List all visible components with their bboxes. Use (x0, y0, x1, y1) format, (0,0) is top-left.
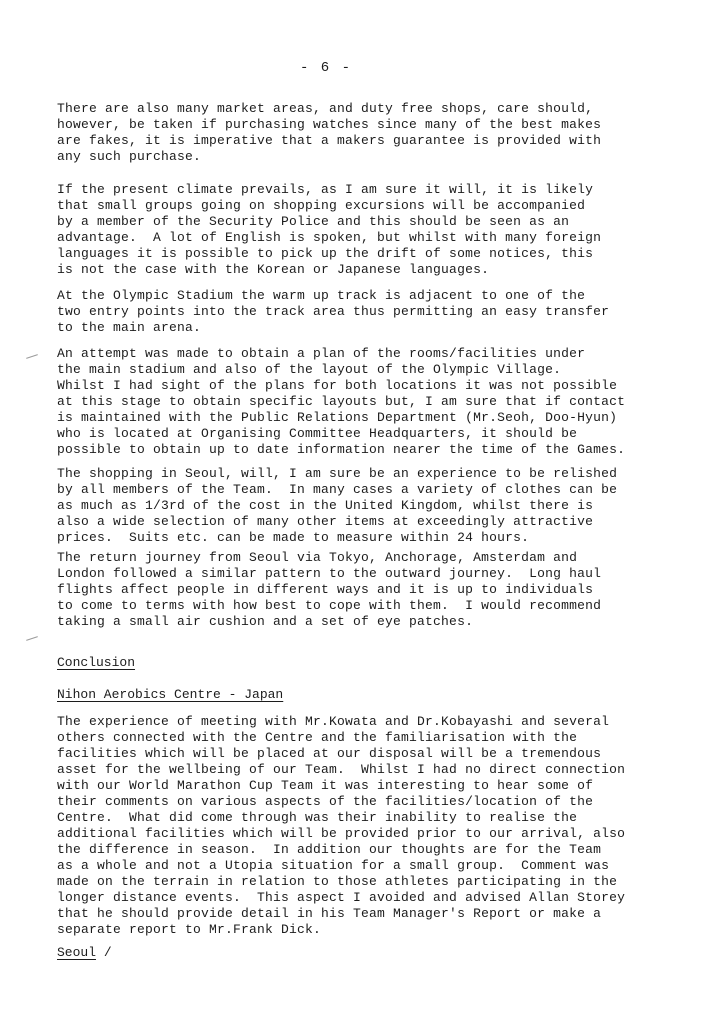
text-line: to come to terms with how best to cope with them. I would recommend (57, 598, 602, 613)
text-line: There are also many market areas, and duty free shops, care should, (57, 101, 594, 116)
text-line: An attempt was made to obtain a plan of the rooms/facilities under (57, 346, 586, 361)
text-line: any such purchase. (57, 149, 202, 164)
text-line: that small groups going on shopping excursions will be accompanied (57, 198, 586, 213)
text-line: that he should provide detail in his Team Manager's Report or make a (57, 906, 602, 921)
text-line: advantage. A lot of English is spoken, but whilst with many foreign (57, 230, 602, 245)
heading-conclusion: Conclusion (57, 655, 136, 670)
text-line: by a member of the Security Police and this should be seen as an (57, 214, 570, 229)
text-line: their comments on various aspects of the facilities/location of the (57, 794, 594, 809)
text-line: prices. Suits etc. can be made to measure within 24 hours. (57, 530, 530, 545)
text-line: by all members of the Team. In many cases a variety of clothes can be (57, 482, 618, 497)
text-line: additional facilities which will be provided prior to our arrival, also (57, 826, 626, 841)
text-line: is not the case with the Korean or Japanese languages. (57, 262, 490, 277)
paragraph-return-journey (57, 550, 697, 630)
text-line: separate report to Mr.Frank Dick. (57, 922, 322, 937)
text-line: Whilst I had sight of the plans for both locations it was not possible (57, 378, 618, 393)
page-number: - 6 - (300, 60, 353, 76)
text-line: flights affect people in different ways and it is up to individuals (57, 582, 594, 597)
text-line: at this stage to obtain specific layouts but, I am sure that if contact (57, 394, 626, 409)
text-line: also a wide selection of many other items at exceedingly attractive (57, 514, 594, 529)
text-line: are fakes, it is imperative that a makers guarantee is provided with (57, 133, 602, 148)
text-line: who is located at Organising Committee Headquarters, it should be (57, 426, 578, 441)
text-line: others connected with the Centre and the familiarisation with the (57, 730, 578, 745)
continuation-word: Seoul (57, 945, 97, 960)
text-line: The experience of meeting with Mr.Kowata and Dr.Kobayashi and several (57, 714, 610, 729)
continuation-footer (57, 945, 112, 960)
text-line: to the main arena. (57, 320, 202, 335)
paragraph-conclusion (57, 714, 697, 938)
heading-nihon-aerobics-centre: Nihon Aerobics Centre - Japan (57, 687, 284, 702)
text-line: however, be taken if purchasing watches since many of the best makes (57, 117, 602, 132)
text-line: with our World Marathon Cup Team it was interesting to hear some of (57, 778, 594, 793)
paragraph-stadium (57, 288, 697, 336)
margin-scratch-mark (26, 354, 38, 359)
text-line: languages it is possible to pick up the drift of some notices, this (57, 246, 594, 261)
continuation-slash: / (96, 945, 112, 960)
paragraph-security (57, 182, 697, 278)
text-line: two entry points into the track area thus permitting an easy transfer (57, 304, 610, 319)
text-line: taking a small air cushion and a set of eye patches. (57, 614, 474, 629)
text-line: London followed a similar pattern to the outward journey. Long haul (57, 566, 602, 581)
text-line: made on the terrain in relation to those athletes participating in the (57, 874, 618, 889)
text-line: the main stadium and also of the layout of the Olympic Village. (57, 362, 562, 377)
paragraph-duty-free (57, 101, 697, 165)
margin-scratch-mark (26, 636, 38, 641)
text-line: The return journey from Seoul via Tokyo, Anchorage, Amsterdam and (57, 550, 578, 565)
text-line: At the Olympic Stadium the warm up track is adjacent to one of the (57, 288, 586, 303)
text-line: possible to obtain up to date information nearer the time of the Games. (57, 442, 626, 457)
text-line: facilities which will be placed at our disposal will be a tremendous (57, 746, 602, 761)
paragraph-shopping (57, 466, 697, 546)
text-line: longer distance events. This aspect I avoided and advised Allan Storey (57, 890, 626, 905)
text-line: as a whole and not a Utopia situation for a small group. Comment was (57, 858, 610, 873)
text-line: If the present climate prevails, as I am sure it will, it is likely (57, 182, 594, 197)
text-line: as much as 1/3rd of the cost in the United Kingdom, whilst there is (57, 498, 594, 513)
text-line: the difference in season. In addition our thoughts are for the Team (57, 842, 602, 857)
text-line: asset for the wellbeing of our Team. Whilst I had no direct connection (57, 762, 626, 777)
text-line: The shopping in Seoul, will, I am sure be an experience to be relished (57, 466, 618, 481)
text-line: is maintained with the Public Relations Department (Mr.Seoh, Doo-Hyun) (57, 410, 618, 425)
text-line: Centre. What did come through was their inability to realise the (57, 810, 578, 825)
paragraph-plans (57, 346, 697, 458)
